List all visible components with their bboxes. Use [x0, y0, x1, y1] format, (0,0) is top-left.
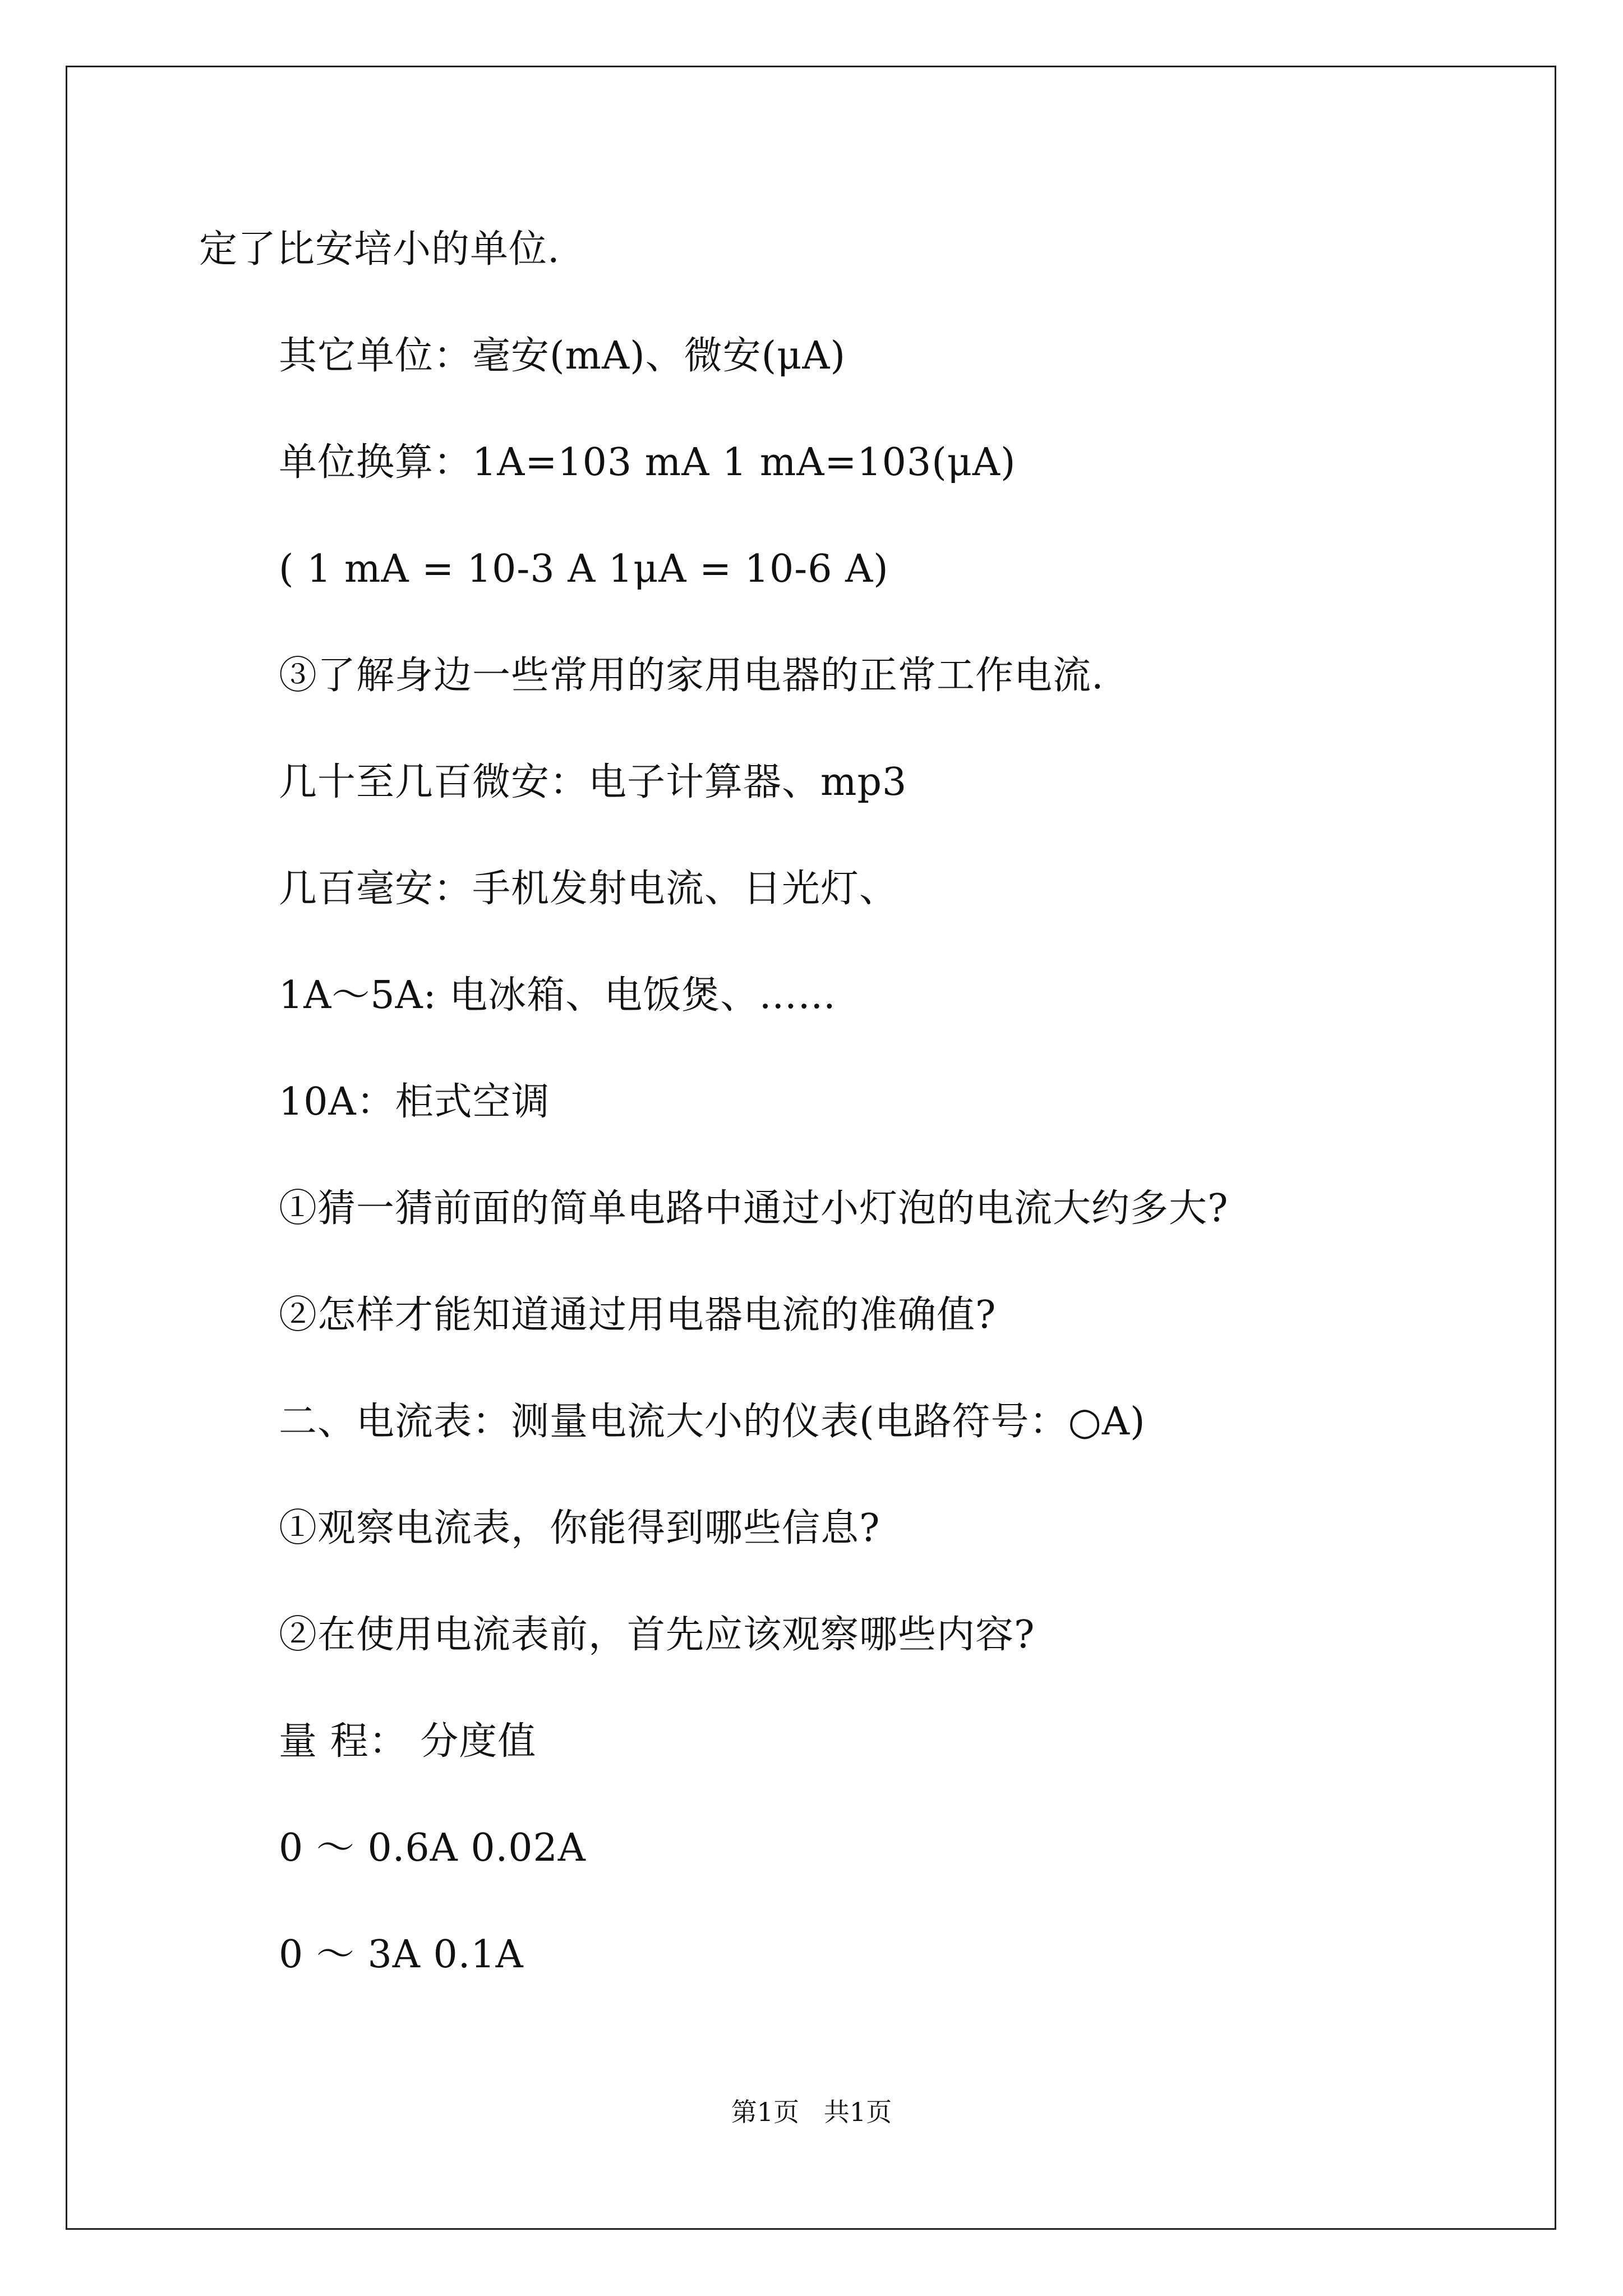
text-line: 其它单位：毫安(mA)、微安(μA) [279, 334, 846, 378]
text-line: 定了比安培小的单位. [199, 227, 560, 272]
page-footer: 第1页 共1页 [731, 2097, 892, 2127]
text-line: ②在使用电流表前，首先应该观察哪些内容? [279, 1613, 1035, 1657]
text-line: 1A～5A: 电冰箱、电饭煲、…… [279, 973, 837, 1018]
text-line: 二、电流表：测量电流大小的仪表(电路符号：○A) [279, 1400, 1146, 1444]
text-line: 量 程： 分度值 [279, 1719, 537, 1764]
text-line: ②怎样才能知道通过用电器电流的准确值? [279, 1293, 997, 1337]
text-line: 0 ～ 3A 0.1A [279, 1932, 524, 1977]
text-line: ③了解身边一些常用的家用电器的正常工作电流. [279, 654, 1104, 698]
text-line: ①观察电流表，你能得到哪些信息? [279, 1506, 880, 1550]
text-line: ( 1 mA = 10-3 A 1μA = 10-6 A) [279, 547, 889, 591]
text-line: 单位换算：1A=103 mA 1 mA=103(μA) [279, 440, 1016, 485]
text-line: ①猜一猜前面的简单电路中通过小灯泡的电流大约多大? [279, 1186, 1229, 1231]
text-line: 10A：柜式空调 [279, 1080, 550, 1124]
text-line: 0 ～ 0.6A 0.02A [279, 1826, 586, 1870]
text-line: 几百毫安：手机发射电流、日光灯、 [279, 867, 898, 911]
text-line: 几十至几百微安：电子计算器、mp3 [279, 760, 907, 804]
